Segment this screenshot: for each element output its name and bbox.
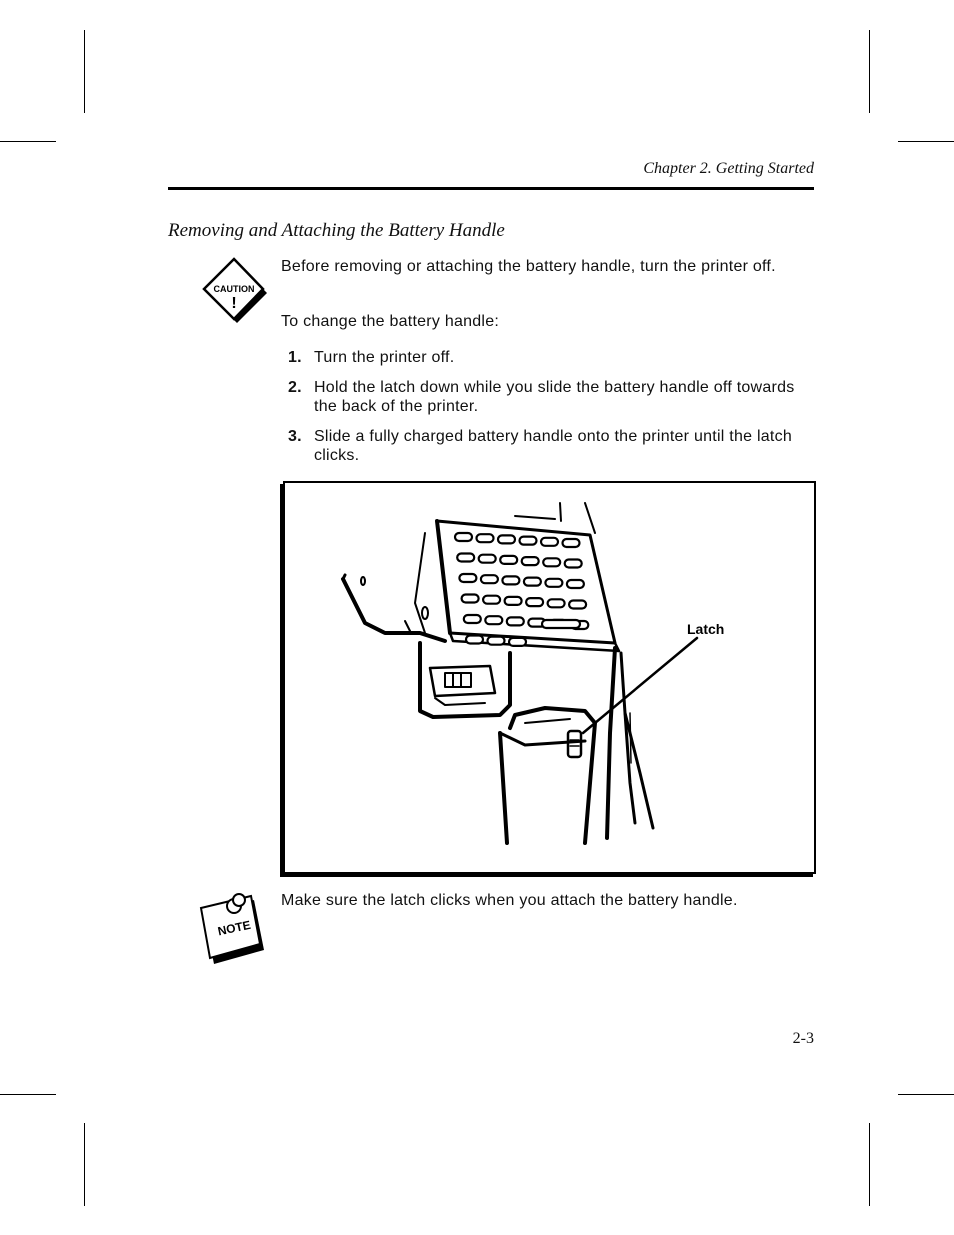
header-rule (168, 187, 814, 190)
section-title: Removing and Attaching the Battery Handle (168, 220, 505, 241)
keypad-key (543, 558, 560, 566)
keypad-key (520, 537, 537, 545)
crop-mark-bottom-right-h (898, 1094, 954, 1095)
step-number: 1. (288, 349, 302, 366)
caution-mark: ! (231, 295, 237, 312)
keypad-key (498, 535, 515, 543)
note-text: Make sure the latch clicks when you attach the battery handle. (281, 892, 738, 909)
crop-mark-top-left (84, 30, 85, 113)
keypad-key (462, 595, 479, 603)
step-text: Hold the latch down while you slide the battery handle off towards the back of the printer. (314, 379, 795, 415)
keypad-key (569, 601, 586, 609)
step-text: Turn the printer off. (314, 349, 455, 366)
keypad-key (526, 598, 543, 606)
note-label: NOTE (216, 917, 252, 939)
printer-illustration (285, 483, 814, 872)
intro-text: To change the battery handle: (281, 313, 500, 330)
keypad-key (483, 596, 500, 604)
keypad-key (507, 617, 524, 625)
caution-icon (197, 255, 271, 327)
crop-mark-bottom-right (869, 1123, 870, 1206)
keypad-key (502, 576, 519, 584)
crop-mark-top-left-h (0, 141, 56, 142)
keypad-key (459, 574, 476, 582)
keypad-key (522, 557, 539, 565)
keypad-key (541, 538, 558, 546)
step-text: Slide a fully charged battery handle onto the printer until the latch clicks. (314, 428, 792, 464)
running-header: Chapter 2. Getting Started (643, 160, 814, 177)
page-number: 2-3 (792, 1030, 814, 1047)
crop-mark-bottom-left (84, 1123, 85, 1206)
keypad-key (479, 555, 496, 563)
keypad-key (481, 575, 498, 583)
caution-label: CAUTION (213, 284, 255, 294)
keypad-key (500, 556, 517, 564)
note-icon (196, 888, 270, 964)
keypad-key (455, 533, 472, 541)
keypad-key (567, 580, 584, 588)
keypad-key (477, 534, 494, 542)
latch-callout: Latch (687, 621, 725, 637)
keypad-key (548, 599, 565, 607)
step-number: 2. (288, 379, 302, 396)
keypad-key (509, 638, 526, 646)
step-number: 3. (288, 428, 302, 445)
keypad-key (545, 579, 562, 587)
keypad-key (524, 578, 541, 586)
keypad-key (464, 615, 481, 623)
crop-mark-top-right (869, 30, 870, 113)
keypad-key (542, 620, 580, 628)
crop-mark-bottom-left-h (0, 1094, 56, 1095)
crop-mark-top-right-h (898, 141, 954, 142)
keypad-key (457, 554, 474, 562)
keypad-key (485, 616, 502, 624)
keypad-key (505, 597, 522, 605)
keypad-key (466, 636, 483, 644)
keypad-key (565, 560, 582, 568)
keypad-key (488, 637, 505, 645)
battery-handle-figure (283, 481, 816, 874)
caution-text: Before removing or attaching the battery handle, turn the printer off. (281, 258, 776, 275)
keypad-key (563, 539, 580, 547)
